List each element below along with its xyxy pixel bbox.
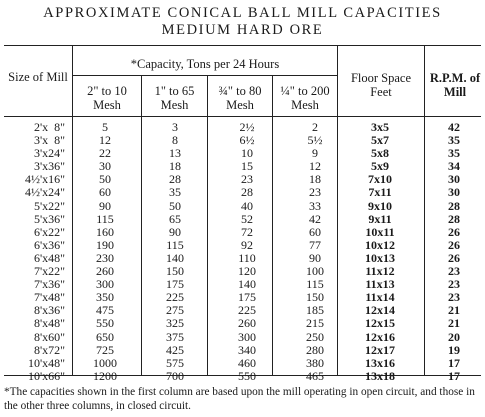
table-cell-rpm: 34 — [448, 159, 460, 174]
table-cell-a: 60 — [99, 185, 111, 200]
table-cell-c: 340 — [238, 342, 256, 357]
table-cell-size: 8'x36" — [33, 303, 65, 318]
table-cell-d: 2 — [312, 120, 318, 134]
table-cell-fs: 5x8 — [371, 146, 389, 161]
table-cell-rpm: 19 — [448, 342, 460, 357]
table-cell-b: 8 — [172, 133, 178, 148]
table-cell-d: 90 — [309, 250, 321, 265]
table-cell-rpm: 42 — [448, 120, 460, 134]
table-cell-c: 460 — [238, 355, 256, 370]
table-cell-d: 77 — [309, 237, 321, 252]
table-cell-b: 575 — [166, 355, 184, 370]
column-size-of-mill — [5, 121, 65, 383]
column-divider — [207, 76, 208, 375]
table-cell-size: 4½'x16" — [24, 172, 65, 187]
table-cell-size: 7'x36" — [33, 277, 65, 292]
table-cell-fs: 12x15 — [365, 316, 395, 331]
table-cell-b: 115 — [166, 237, 184, 252]
table-cell-rpm: 17 — [448, 368, 460, 383]
table-cell-b: 150 — [166, 264, 184, 279]
table-cell-a: 115 — [96, 211, 114, 226]
table-cell-fs: 9x11 — [368, 211, 392, 226]
table-cell-b: 375 — [166, 329, 184, 344]
column-1-4in-to-200-mesh — [286, 121, 344, 383]
table-cell-c: 23 — [241, 172, 253, 187]
table-cell-fs: 9x10 — [368, 198, 392, 213]
table-cell-c: 40 — [241, 198, 253, 213]
table-cell-size: 10'x48" — [27, 355, 65, 370]
table-cell-c: 140 — [238, 277, 256, 292]
table-cell-size: 8'x60" — [33, 329, 65, 344]
table-cell-fs: 11x13 — [365, 277, 395, 292]
table-cell-rpm: 21 — [448, 316, 460, 331]
table-cell-size: 6'x36" — [33, 237, 65, 252]
table-cell-fs: 12x17 — [365, 342, 395, 357]
table-cell-d: 185 — [306, 303, 324, 318]
table-cell-rpm: 30 — [448, 172, 460, 187]
table-cell-d: 18 — [309, 172, 321, 187]
table-cell-a: 190 — [96, 237, 114, 252]
table-cell-a: 300 — [96, 277, 114, 292]
table-cell-b: 3 — [172, 120, 178, 134]
table-cell-rpm: 21 — [448, 303, 460, 318]
table-cell-rpm: 23 — [448, 264, 460, 279]
table-cell-b: 275 — [166, 303, 184, 318]
table-cell-d: 60 — [309, 224, 321, 239]
table-cell-rpm: 35 — [448, 133, 460, 148]
table-cell-a: 50 — [99, 172, 111, 187]
capacity-group-rule — [72, 75, 337, 76]
table-cell-c: 260 — [238, 316, 256, 331]
table-cell-a: 475 — [96, 303, 114, 318]
table-cell-fs: 7x11 — [368, 185, 392, 200]
table-cell-d: 5½ — [307, 133, 323, 148]
table-cell-fs: 11x14 — [365, 290, 395, 305]
table-cell-d: 12 — [309, 159, 321, 174]
table-cell-a: 650 — [96, 329, 114, 344]
table-cell-rpm: 23 — [448, 290, 460, 305]
table-cell-size: 3'x 8" — [33, 133, 65, 148]
table-cell-b: 35 — [169, 185, 181, 200]
table-cell-fs: 13x16 — [365, 355, 395, 370]
table-cell-rpm: 28 — [448, 211, 460, 226]
table-cell-rpm: 26 — [448, 237, 460, 252]
table-cell-d: 250 — [306, 329, 324, 344]
table-cell-size: 6'x48" — [33, 250, 65, 265]
table-cell-a: 22 — [99, 146, 111, 161]
table-cell-d: 42 — [309, 211, 321, 226]
table-cell-a: 725 — [96, 342, 114, 357]
table-cell-a: 12 — [99, 133, 111, 148]
table-cell-rpm: 26 — [448, 250, 460, 265]
table-cell-size: 10'x66" — [27, 368, 65, 383]
table-cell-fs: 7x10 — [368, 172, 392, 187]
table-cell-b: 13 — [169, 146, 181, 161]
table-cell-fs: 12x14 — [365, 303, 395, 318]
table-cell-b: 325 — [166, 316, 184, 331]
table-cell-size: 3'x36" — [33, 159, 65, 174]
column-floor-space — [340, 121, 420, 383]
table-cell-rpm: 35 — [448, 146, 460, 161]
table-cell-fs: 5x7 — [371, 133, 389, 148]
header-floor-space: Floor Space Feet — [350, 71, 412, 99]
table-cell-b: 18 — [169, 159, 181, 174]
table-cell-c: 175 — [238, 290, 256, 305]
table-cell-fs: 10x12 — [365, 237, 395, 252]
header-col-a: 2" to 10 Mesh — [87, 84, 127, 112]
column-rpm — [425, 121, 483, 383]
table-cell-fs: 5x9 — [371, 159, 389, 174]
table-cell-a: 230 — [96, 250, 114, 265]
table-cell-fs: 13x18 — [365, 368, 395, 383]
table-cell-fs: 10x13 — [365, 250, 395, 265]
table-cell-a: 1000 — [93, 355, 117, 370]
table-cell-d: 380 — [306, 355, 324, 370]
table-cell-d: 33 — [309, 198, 321, 213]
header-col-c: ¾" to 80 Mesh — [218, 84, 262, 112]
table-cell-c: 300 — [238, 329, 256, 344]
footnote: *The capacities shown in the first column are based upon the mill operating in open circuit, and those in the other three columns, in closed circuit. — [4, 386, 475, 412]
header-col-d: ¼" to 200 Mesh — [280, 84, 330, 112]
table-cell-a: 260 — [96, 264, 114, 279]
table-cell-d: 280 — [306, 342, 324, 357]
top-rule — [4, 45, 481, 46]
table-cell-a: 5 — [102, 120, 108, 134]
table-cell-rpm: 28 — [448, 198, 460, 213]
table-cell-fs: 10x11 — [365, 224, 395, 239]
table-title: APPROXIMATE CONICAL BALL MILL CAPACITIES — [43, 5, 442, 21]
table-cell-d: 9 — [312, 146, 318, 161]
table-cell-c: 225 — [238, 303, 256, 318]
table-cell-b: 50 — [169, 198, 181, 213]
table-cell-a: 160 — [96, 224, 114, 239]
table-cell-size: 5'x36" — [33, 211, 65, 226]
table-cell-size: 2'x 8" — [33, 120, 65, 134]
table-cell-c: 15 — [241, 159, 253, 174]
table-cell-d: 115 — [306, 277, 324, 292]
table-cell-b: 425 — [166, 342, 184, 357]
column-1in-to-65-mesh — [146, 121, 204, 383]
table-cell-size: 7'x48" — [33, 290, 65, 305]
header-capacity-group: *Capacity, Tons per 24 Hours — [130, 57, 280, 71]
column-2in-to-10-mesh — [76, 121, 134, 383]
column-divider — [72, 45, 73, 375]
table-cell-size: 6'x22" — [33, 224, 65, 239]
header-bottom-rule — [4, 116, 481, 117]
table-cell-d: 465 — [306, 368, 324, 383]
table-cell-c: 92 — [241, 237, 253, 252]
table-cell-fs: 3x5 — [371, 120, 389, 134]
table-cell-rpm: 17 — [448, 355, 460, 370]
table-cell-size: 7'x22" — [33, 264, 65, 279]
table-cell-rpm: 20 — [448, 329, 460, 344]
table-cell-c: 6½ — [239, 133, 255, 148]
table-cell-c: 52 — [241, 211, 253, 226]
table-cell-size: 8'x72" — [33, 342, 65, 357]
header-rpm: R.P.M. of Mill — [429, 71, 481, 99]
table-cell-a: 90 — [99, 198, 111, 213]
header-col-b: 1" to 65 Mesh — [154, 84, 195, 112]
table-cell-a: 550 — [96, 316, 114, 331]
table-cell-b: 90 — [169, 224, 181, 239]
table-cell-d: 150 — [306, 290, 324, 305]
header-size-of-mill: Size of Mill — [8, 70, 68, 84]
table-cell-b: 700 — [166, 368, 184, 383]
table-cell-c: 10 — [241, 146, 253, 161]
table-cell-c: 110 — [238, 250, 256, 265]
table-cell-d: 23 — [309, 185, 321, 200]
table-cell-rpm: 30 — [448, 185, 460, 200]
table-cell-fs: 11x12 — [365, 264, 395, 279]
table-cell-b: 28 — [169, 172, 181, 187]
table-cell-d: 215 — [306, 316, 324, 331]
table-cell-b: 225 — [166, 290, 184, 305]
table-cell-rpm: 23 — [448, 277, 460, 292]
table-cell-c: 2½ — [239, 120, 255, 134]
table-cell-rpm: 26 — [448, 224, 460, 239]
table-cell-fs: 12x16 — [365, 329, 395, 344]
table-cell-b: 175 — [166, 277, 184, 292]
table-cell-b: 65 — [169, 211, 181, 226]
table-cell-size: 4½'x24" — [24, 185, 65, 200]
table-cell-b: 140 — [166, 250, 184, 265]
table-cell-a: 30 — [99, 159, 111, 174]
table-cell-c: 120 — [238, 264, 256, 279]
table-cell-size: 8'x48" — [33, 316, 65, 331]
table-cell-size: 3'x24" — [33, 146, 65, 161]
table-cell-size: 5'x22" — [33, 198, 65, 213]
table-cell-d: 100 — [306, 264, 324, 279]
table-subtitle: MEDIUM HARD ORE — [161, 22, 324, 38]
table-cell-a: 1200 — [93, 368, 117, 383]
column-3-4in-to-80-mesh — [218, 121, 276, 383]
table-cell-a: 350 — [96, 290, 114, 305]
table-cell-c: 28 — [241, 185, 253, 200]
column-divider — [141, 76, 142, 375]
table-cell-c: 72 — [241, 224, 253, 239]
table-cell-c: 550 — [238, 368, 256, 383]
